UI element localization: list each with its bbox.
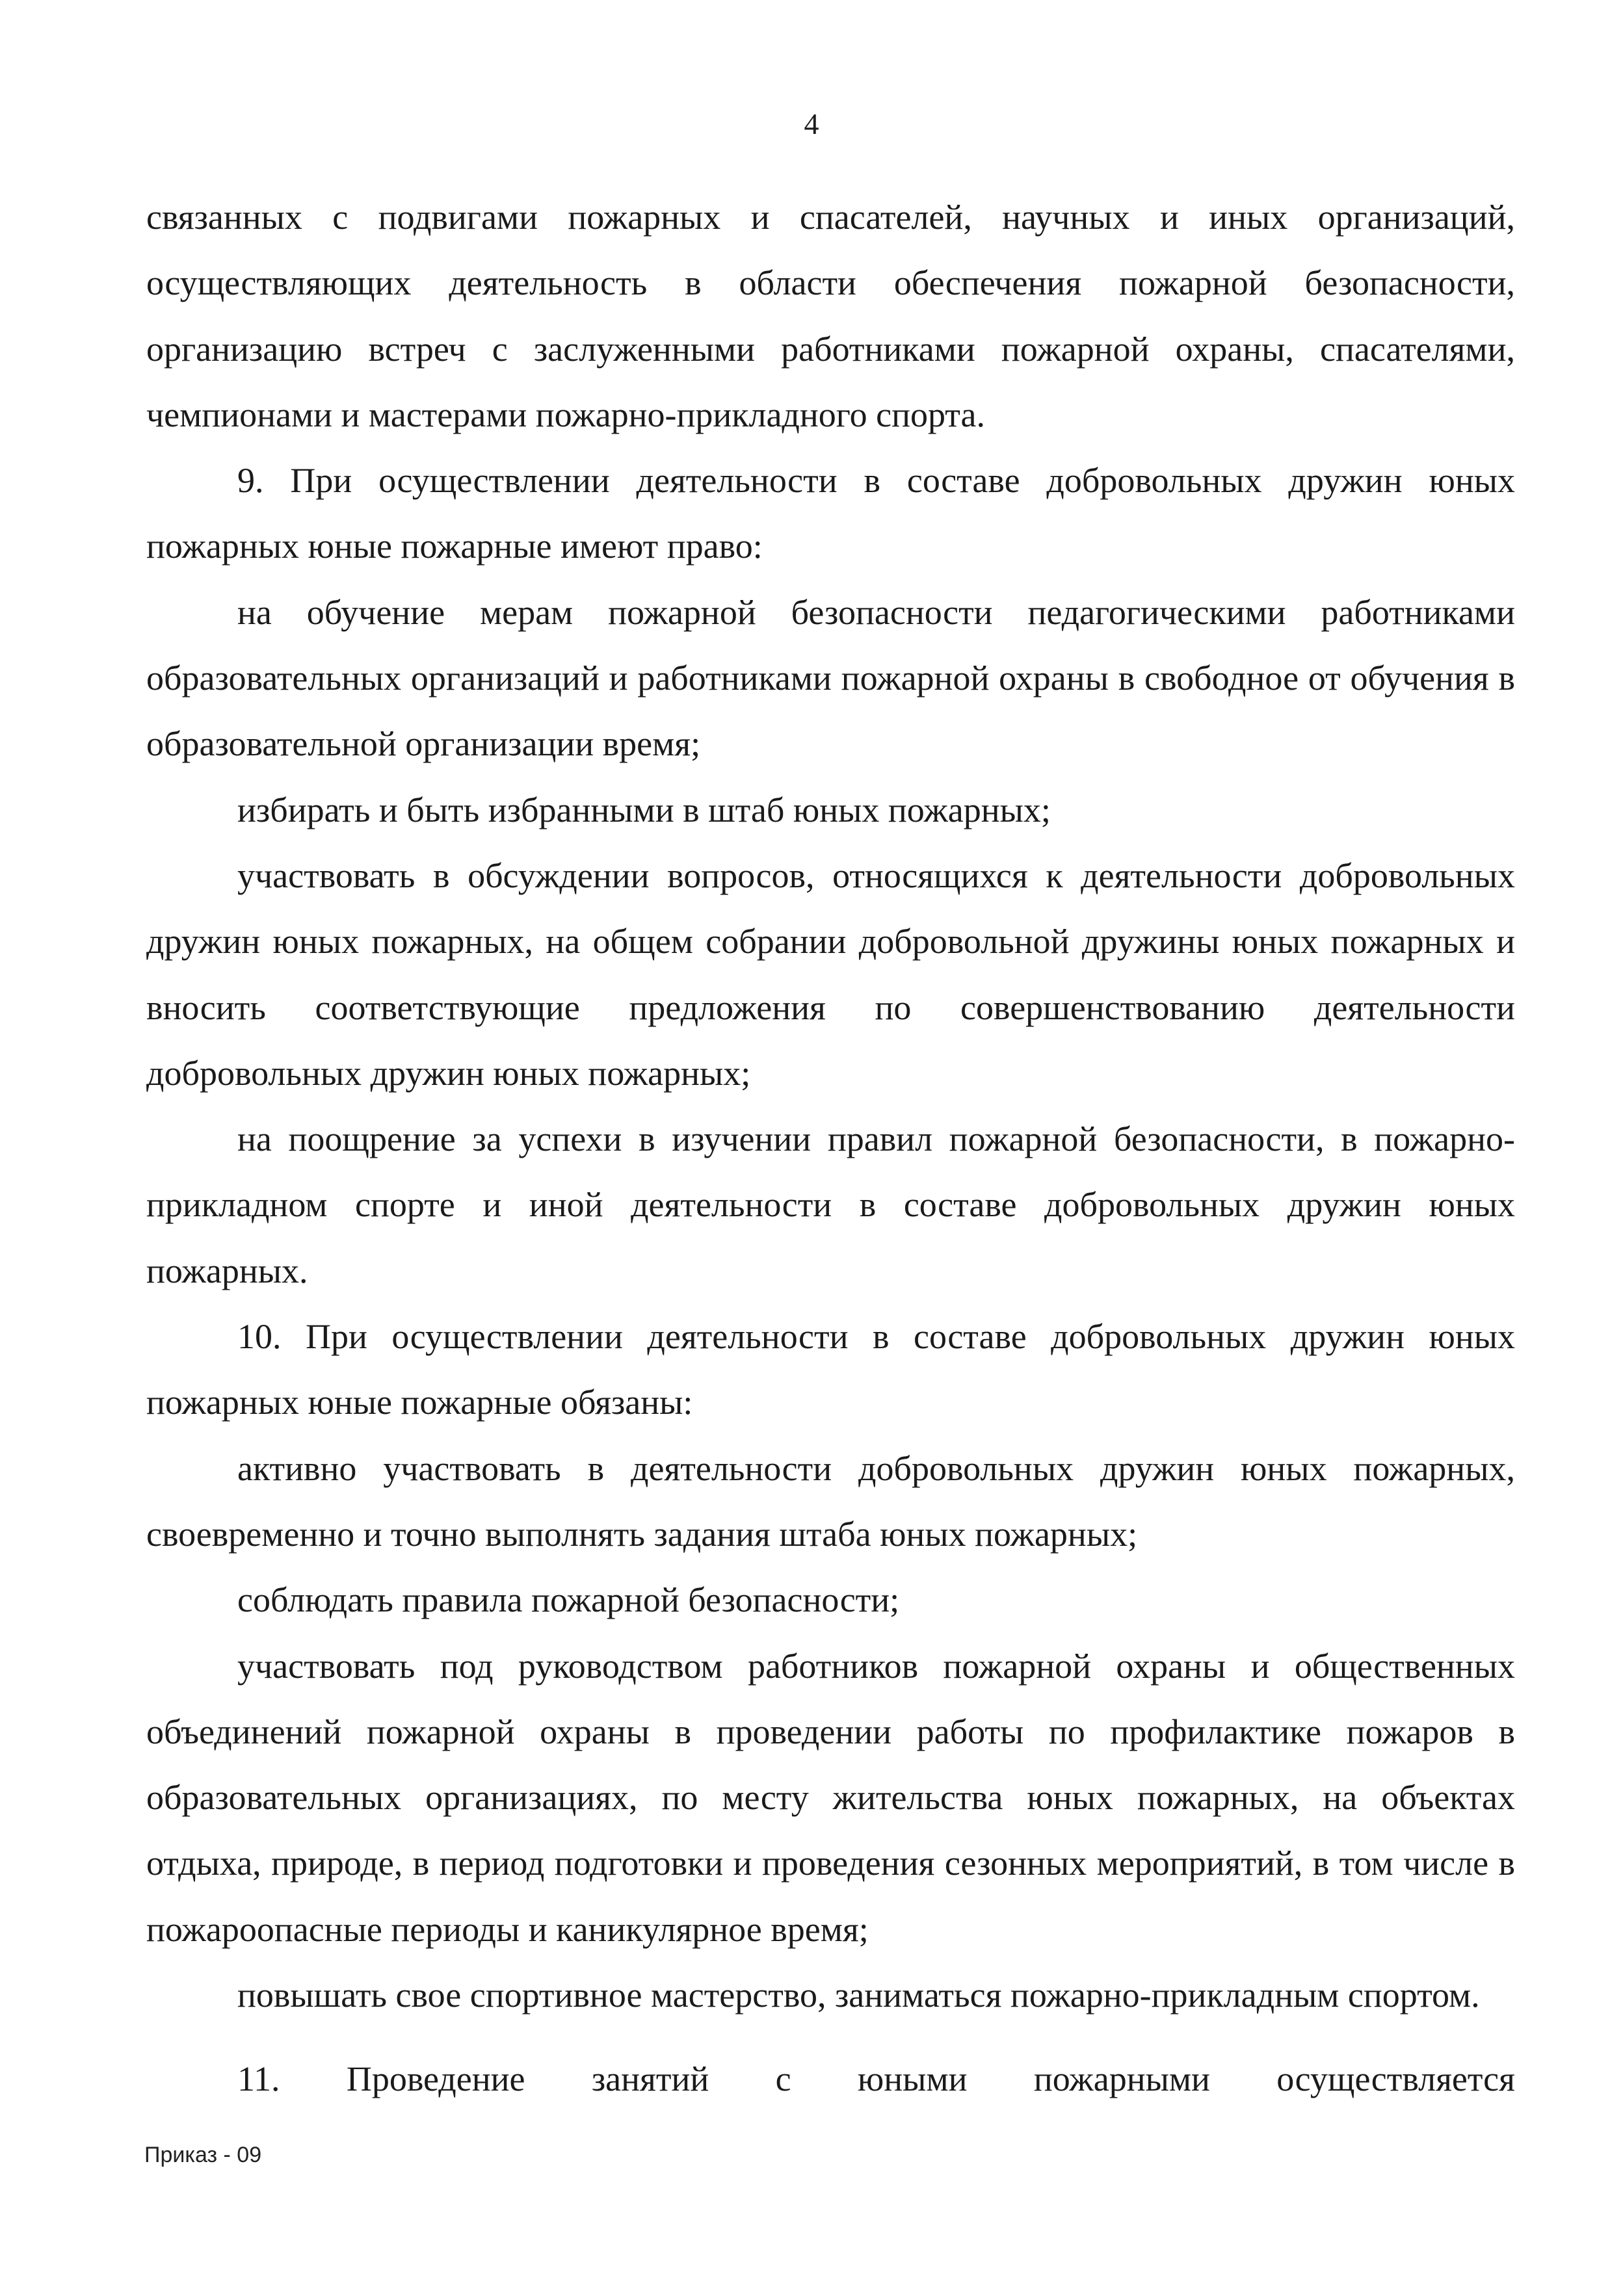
word: 11. xyxy=(237,2059,280,2098)
word: Проведение xyxy=(346,2059,525,2098)
paragraph-item-9: 9. При осуществлении деятельности в составе добровольных дружин юных пожарных юные пожарные имеют право: xyxy=(146,461,1515,566)
paragraph-right-elect: избирать и быть избранными в штаб юных пожарных; xyxy=(237,790,1051,829)
paragraph-right-encouragement: на поощрение за успехи в изучении правил пожарной безопасности, в пожарно-прикладном спорте и иной деятельности в составе добровольных дружин юных пожарных. xyxy=(146,1119,1515,1290)
word: занятий xyxy=(591,2059,709,2098)
body-text xyxy=(146,185,1515,2028)
footer-order-label: Приказ - 09 xyxy=(144,2143,262,2167)
paragraph-item-10: 10. При осуществлении деятельности в составе добровольных дружин юных пожарных юные пожарные обязаны: xyxy=(146,1317,1515,1422)
paragraph-right-training: на обучение мерам пожарной безопасности педагогическими работниками образовательных организаций и работниками пожарной охраны в свободное от обучения в образовательной организации время; xyxy=(146,592,1515,764)
word: юными xyxy=(857,2059,968,2098)
paragraph-duty-rules: соблюдать правила пожарной безопасности; xyxy=(237,1580,900,1620)
word: с xyxy=(775,2059,791,2098)
paragraph-duty-sport: повышать свое спортивное мастерство, заниматься пожарно-прикладным спортом. xyxy=(237,1976,1480,2015)
word: осуществляется xyxy=(1276,2059,1515,2098)
paragraph-duty-participate: активно участвовать в деятельности добровольных дружин юных пожарных, своевременно и точно выполнять задания штаба юных пожарных; xyxy=(146,1448,1515,1554)
paragraph-continuation: связанных с подвигами пожарных и спасателей, научных и иных организаций, осуществляющих деятельность в области обеспечения пожарной безопасности, организацию встреч с заслуженными работниками пожарной охраны, спасателями, чемпионами и мастерами пожарно-прикладного спорта. xyxy=(146,198,1515,434)
page-number: 4 xyxy=(804,107,819,140)
word: пожарными xyxy=(1033,2059,1210,2098)
paragraph-duty-prevention: участвовать под руководством работников пожарной охраны и общественных объединений пожарной охраны в проведении работы по профилактике пожаров в образовательных организациях, по месту жительства юных пожарных, на объектах отдыха, природе, в период подготовки и проведения сезонных мероприятий, в том числе в пожароопасные периоды и каникулярное время; xyxy=(146,1646,1515,1949)
paragraph-right-participate: участвовать в обсуждении вопросов, относящихся к деятельности добровольных дружин юных пожарных, на общем собрании добровольной дружины юных пожарных и вносить соответствующие предложения по совершенствованию деятельности добровольных дружин юных пожарных; xyxy=(146,855,1515,1093)
paragraph-item-11-first-line xyxy=(146,2046,1515,2112)
